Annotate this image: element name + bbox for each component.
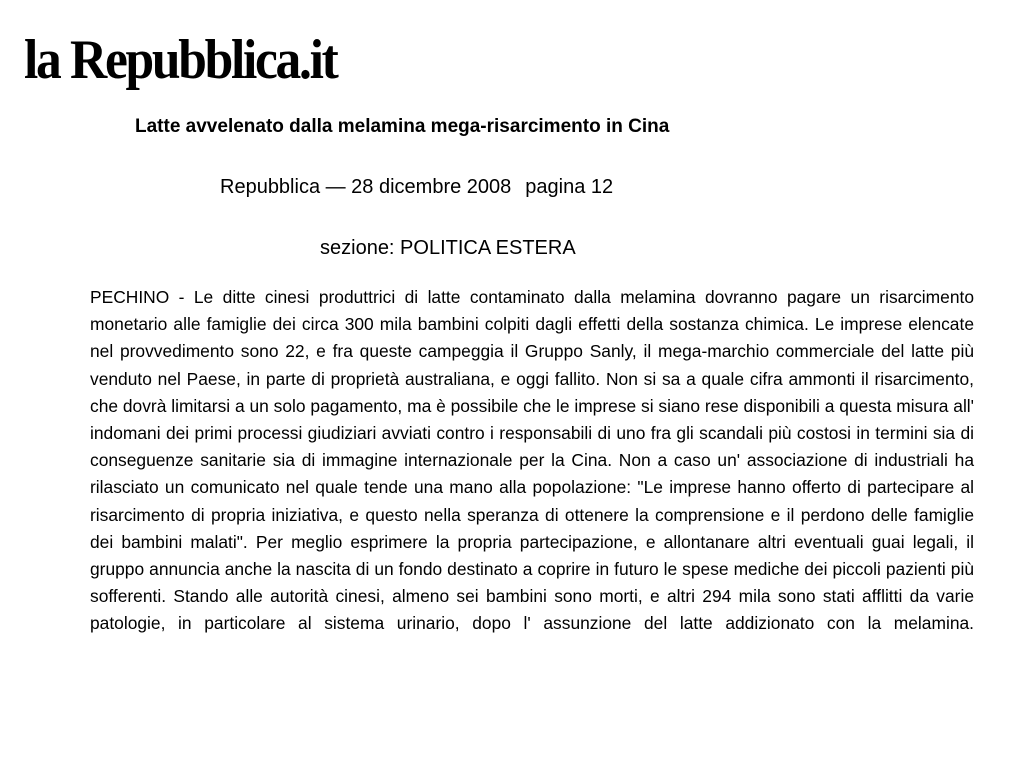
article-source-date: Repubblica — 28 dicembre 2008 [220,176,512,198]
article-page-number: pagina 12 [525,176,614,198]
article-body: PECHINO - Le ditte cinesi produttrici di latte contaminato dalla melamina dovranno pagare un risarcimento monetario alle famiglie dei circa 300 mila bambini colpiti dagli effetti della sostanza chimica. Le imprese elencate nel provvedimento sono 22, e fra queste campeggia il Gruppo Sanly, il mega-marchio commerciale del latte più venduto nel Paese, in parte di proprietà australiana, e oggi fallito. Non si sa a quale cifra ammonti il risarcimento, che dovrà limitarsi a un solo pagamento, ma è possibile che le imprese si siano rese disponibili a questa misura all' indomani dei primi processi giudiziari avviati contro i responsabili di uno fra gli scandali più costosi in termini sia di conseguenze sanitarie sia di immagine internazionale per la Cina. Non a caso un' associazione di industriali ha rilasciato un comunicato nel quale tende una mano alla popolazione: "Le imprese hanno offerto di partecipare al risarcimento di propria iniziativa, e questo nella speranza di ottenere la comprensione e il perdono delle famiglie dei bambini malati". Per meglio esprimere la propria partecipazione, e allontanare altri eventuali guai legali, il gruppo annuncia anche la nascita di un fondo destinato a coprire in futuro le spese mediche dei piccoli pazienti più sofferenti. Stando alle autorità cinesi, almeno sei bambini sono morti, e altri 294 mila sono stati afflitti da varie patologie, in particolare al sistema urinario, dopo l' assunzione del latte addizionato con la melamina. [90,287,974,634]
article-title: Latte avvelenato dalla melamina mega-risarcimento in Cina [135,116,670,137]
article-section: sezione: POLITICA ESTERA [320,237,576,259]
site-logo: la Repubblica.it [24,29,337,91]
article-source-line [220,174,613,200]
